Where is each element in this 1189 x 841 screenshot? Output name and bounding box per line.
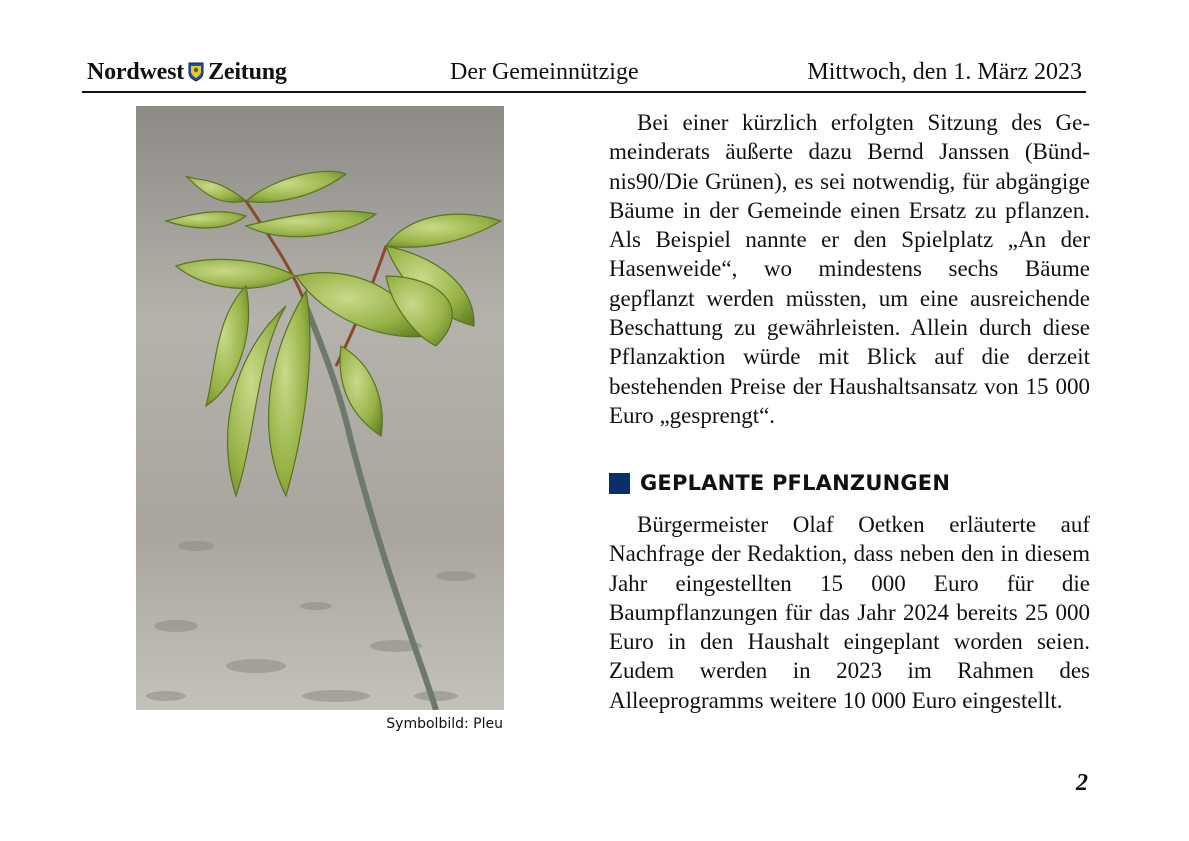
- page-number: 2: [1076, 770, 1088, 796]
- crest-icon: [188, 62, 204, 82]
- brand-name-right: Zeitung: [208, 59, 287, 85]
- subheading-text: GEPLANTE PFLANZUNGEN: [640, 471, 951, 495]
- newspaper-logo: [87, 59, 287, 86]
- article-paragraph: Bei einer kürzlich erfolgten Sitzung des Gemeinderats äußerte dazu Bernd Janssen (Bündnis90/Die Grünen), es sei notwendig, für abgängige Bäume in der Gemeinde einen Ersatz zu pflanzen. Als Beispiel nannte er den Spielplatz „An der Hasenweide“, wo mindestens sechs Bäume gepflanzt werden müssten, um eine ausreichende Beschattung zu gewährleisten. Allein durch diese Pflanzaktion würde mit Blick auf die derzeit bestehenden Preise der Haushaltsansatz von 15 000 Euro „gesprengt“.: [609, 110, 1090, 428]
- masthead: [82, 55, 1086, 93]
- issue-date: Mittwoch, den 1. März 2023: [807, 59, 1082, 85]
- section-subheading: [609, 469, 950, 497]
- photo-credit: Symbolbild: Pleu: [386, 716, 503, 732]
- subheading-marker-icon: [609, 473, 630, 494]
- section-title: Der Gemeinnützige: [450, 59, 639, 85]
- article-body-bottom: [609, 510, 1090, 715]
- article-paragraph: Bürgermeister Olaf Oetken erläuterte auf Nachfrage der Redaktion, dass neben den in diesem Jahr eingestellten 15 000 Euro für die Baumpflanzungen für das Jahr 2024 bereits 25 000 Euro in den Haushalt eingeplant worden seien. Zudem werden in 2023 im Rahmen des Alleeprogramms weitere 10 000 Euro eingestellt.: [609, 512, 1090, 713]
- brand-name-left: Nordwest: [87, 59, 185, 85]
- oak-sapling-photo: [136, 106, 504, 710]
- article-body-top: [609, 108, 1090, 430]
